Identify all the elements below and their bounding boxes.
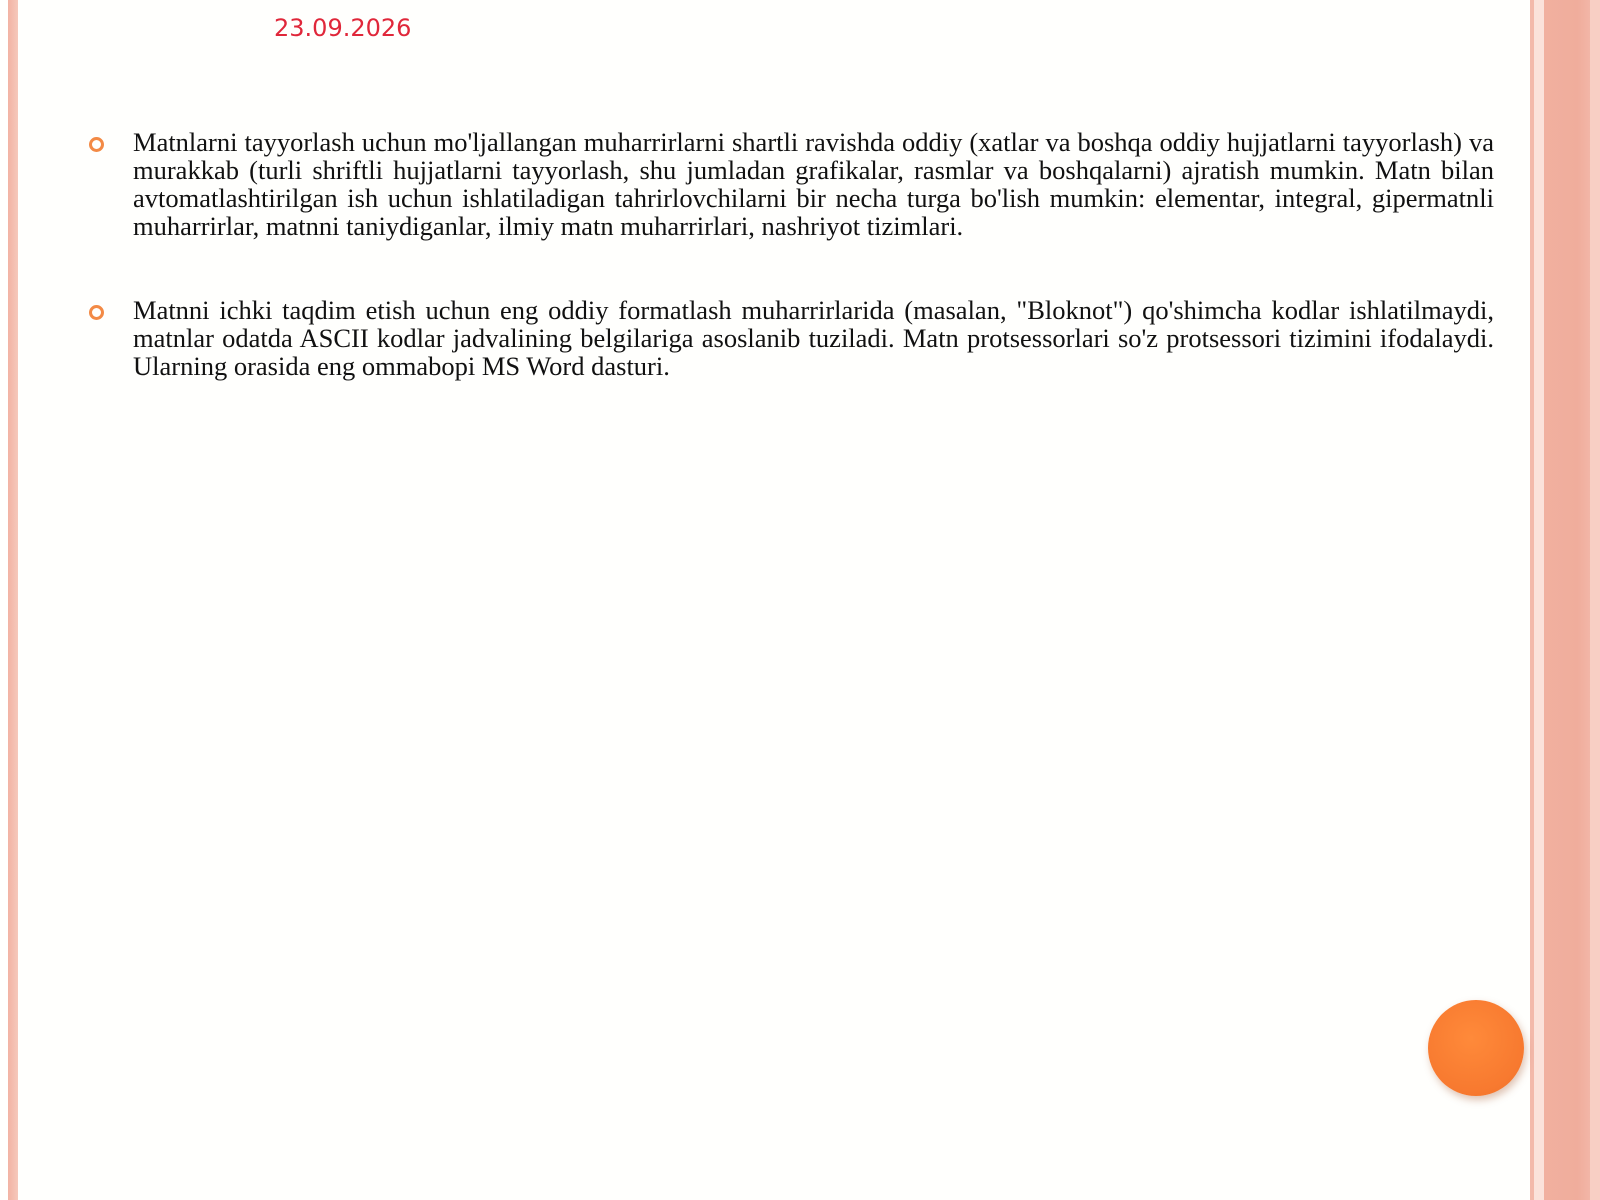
- left-decorative-stripe: [8, 0, 18, 1200]
- slide-date: 23.09.2026: [274, 14, 412, 42]
- hollow-circle-bullet-icon: [89, 305, 104, 320]
- slide-content: [84, 128, 1494, 436]
- orange-circle-decoration: [1428, 1000, 1524, 1096]
- bullet-text: Matnni ichki taqdim etish uchun eng oddiy formatlash muharrirlarida (masalan, "Bloknot") qo'shimcha kodlar ishlatilmaydi, matnlar odatda ASCII kodlar jadvalining belgilariga asoslanib tuziladi. Matn protsessorlari so'z protsessori tizimini ifodalaydi. Ularning orasida eng ommabopi MS Word dasturi.: [133, 295, 1494, 381]
- hollow-circle-bullet-icon: [89, 137, 104, 152]
- right-decorative-stripe-edge: [1590, 0, 1600, 1200]
- bullet-item: [84, 296, 1494, 380]
- bullet-item: [84, 128, 1494, 240]
- right-decorative-stripe-light: [1534, 0, 1544, 1200]
- bullet-text: Matnlarni tayyorlash uchun mo'ljallangan muharrirlarni shartli ravishda oddiy (xatlar va boshqa oddiy hujjatlarni tayyorlash) va murakkab (turli shriftli hujjatlarni tayyorlash, shu jumladan grafikalar, rasmlar va boshqalarni) ajratish mumkin. Matn bilan avtomatlashtirilgan ish uchun ishlatiladigan tahrirlovchilarni bir necha turga bo'lish mumkin: elementar, integral, gipermatnli muharrirlar, matnni taniydiganlar, ilmiy matn muharrirlari, nashriyot tizimlari.: [133, 127, 1494, 241]
